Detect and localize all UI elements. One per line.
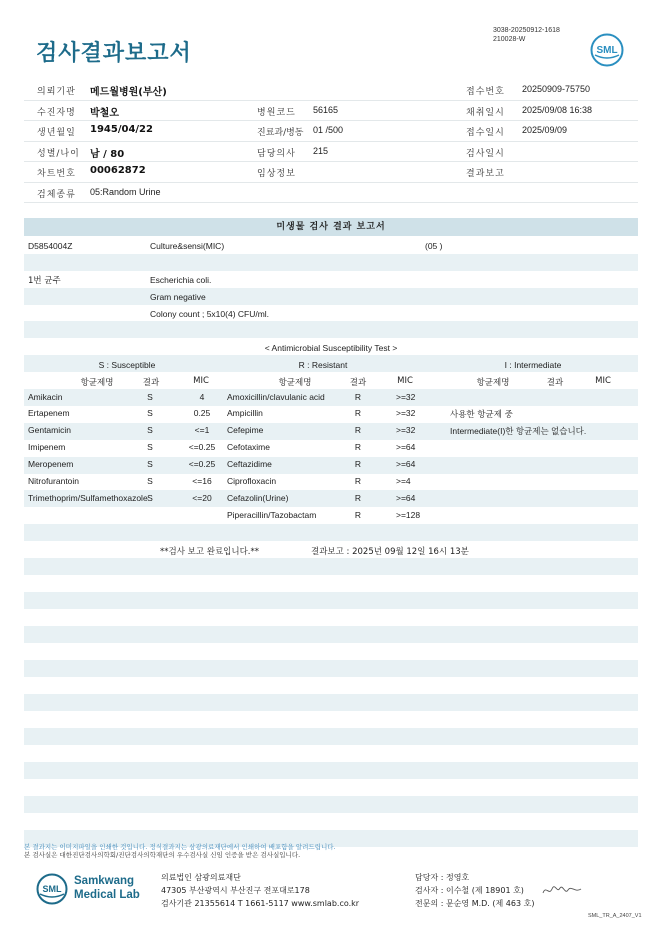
ast-mic: >=4 bbox=[396, 476, 411, 486]
staff-line: 전문의 : 문순영 M.D. (제 463 호) bbox=[415, 899, 535, 908]
col-result-header: 결과 bbox=[546, 378, 564, 388]
test-code: D5854004Z bbox=[28, 241, 73, 251]
dob-value: 1945/04/22 bbox=[90, 124, 153, 135]
col-result-header: 결과 bbox=[142, 378, 160, 388]
ast-drug: Amikacin bbox=[28, 392, 63, 402]
chart-label: 차트번호 bbox=[37, 169, 76, 179]
collect-label: 채취일시 bbox=[466, 107, 505, 118]
document-id-line: 3038-20250912-1618 bbox=[493, 27, 560, 34]
ast-drug: Ertapenem bbox=[28, 408, 70, 418]
org-address: 47305 부산광역시 부산진구 전포대로178 bbox=[161, 886, 310, 895]
ast-result: R bbox=[354, 476, 362, 486]
stripe-row bbox=[24, 288, 638, 305]
ast-result: R bbox=[354, 392, 362, 402]
ast-mic: >=32 bbox=[396, 425, 416, 435]
image-print-notice: 본 결과지는 이미지파일을 인쇄한 것입니다. 정식결과지는 삼광의료재단에서 인쇄하여 배포함을 알려드립니다. bbox=[24, 843, 336, 851]
ast-result: S bbox=[147, 425, 153, 435]
info-row bbox=[24, 101, 638, 122]
ast-drug: Ciprofloxacin bbox=[227, 476, 277, 486]
ast-drug: Gentamicin bbox=[28, 425, 71, 435]
ast-result: S bbox=[147, 408, 153, 418]
test-date-label: 검사일시 bbox=[466, 148, 505, 159]
patient-info bbox=[24, 80, 638, 203]
ast-group-susceptible: S : Susceptible bbox=[98, 360, 156, 370]
info-row bbox=[24, 80, 638, 101]
sml-footer-logo-text: SML bbox=[42, 884, 62, 894]
document-id bbox=[493, 26, 560, 44]
ast-mic: >=32 bbox=[396, 408, 416, 418]
stripe-row bbox=[24, 796, 638, 813]
stripe-row bbox=[24, 592, 638, 609]
sex-age-value: 남 / 80 bbox=[90, 148, 125, 160]
stripe-row bbox=[24, 762, 638, 779]
specimen-value: 05:Random Urine bbox=[90, 186, 161, 197]
specimen-label: 검체종류 bbox=[37, 189, 76, 200]
ast-result: S bbox=[147, 476, 153, 486]
ast-result: S bbox=[147, 442, 153, 452]
dept-value: 01 /500 bbox=[313, 125, 344, 135]
ast-drug: Nitrofurantoin bbox=[28, 476, 80, 486]
receipt-no-label: 접수번호 bbox=[466, 87, 505, 97]
completion-message: **검사 보고 완료입니다.** bbox=[160, 547, 260, 557]
ast-drug: Cefotaxime bbox=[227, 442, 270, 452]
receipt-date-value: 2025/09/09 bbox=[522, 125, 568, 135]
ast-drug: Cefazolin(Urine) bbox=[227, 493, 289, 503]
hospital-value: 메드월병원(부산) bbox=[90, 87, 167, 98]
receipt-date-label: 접수일시 bbox=[466, 128, 505, 138]
report-label: 결과보고 bbox=[466, 169, 505, 179]
ast-group-intermediate: I : Intermediate bbox=[504, 360, 562, 370]
ast-mic: >=64 bbox=[396, 493, 416, 503]
col-drug-header: 항균제명 bbox=[80, 378, 114, 388]
hospital-label: 의뢰기관 bbox=[37, 87, 76, 97]
dob-label: 생년월일 bbox=[37, 128, 76, 138]
col-drug-header: 항균제명 bbox=[476, 378, 510, 388]
sex-age-label: 성별/나이 bbox=[37, 148, 80, 159]
org-contact: 검사기관 21355614 T 1661-5117 www.smlab.co.kr bbox=[161, 899, 360, 908]
col-drug-header: 항균제명 bbox=[278, 378, 312, 388]
col-mic-header: MIC bbox=[397, 376, 413, 386]
ast-drug: Cefepime bbox=[227, 425, 264, 435]
footer-brand bbox=[74, 874, 140, 902]
org-name: 의료법인 삼광의료재단 bbox=[161, 873, 241, 882]
ast-result: R bbox=[354, 459, 362, 469]
stripe-row bbox=[24, 558, 638, 575]
stripe-row bbox=[24, 389, 638, 406]
stripe-row bbox=[24, 694, 638, 711]
col-result-header: 결과 bbox=[349, 378, 367, 388]
accreditation-notice: 본 검사실은 대한진단검사의학회/진단검사의학재단의 우수검사실 신임 인증을 받은 검사실입니다. bbox=[24, 851, 301, 859]
ast-result: R bbox=[354, 493, 362, 503]
ast-drug: Meropenem bbox=[28, 459, 74, 469]
footer-staff bbox=[415, 871, 534, 910]
ast-drug: Ceftazidime bbox=[227, 459, 272, 469]
footer-org-info bbox=[161, 871, 359, 910]
ast-drug: Piperacillin/Tazobactam bbox=[227, 510, 317, 520]
ast-mic: 4 bbox=[199, 392, 205, 402]
info-row bbox=[24, 162, 638, 183]
report-time: 결과보고 : 2025년 09월 12일 16시 13분 bbox=[311, 547, 469, 557]
doctor-label: 담당의사 bbox=[257, 148, 296, 159]
ast-drug: Imipenem bbox=[28, 442, 66, 452]
collect-value: 2025/09/08 16:38 bbox=[522, 104, 593, 115]
stripe-row bbox=[24, 660, 638, 677]
ast-group-resistant: R : Resistant bbox=[298, 360, 348, 370]
organism-line: Colony count ; 5x10(4) CFU/ml. bbox=[150, 309, 270, 319]
intermediate-note: 사용한 항균제 중 bbox=[450, 410, 513, 420]
doctor-value: 215 bbox=[313, 145, 329, 156]
organism-line: Gram negative bbox=[150, 292, 206, 302]
test-name: Culture&sensi(MIC) bbox=[150, 241, 225, 251]
ast-mic: >=64 bbox=[396, 442, 416, 452]
ast-mic: <=20 bbox=[192, 493, 212, 503]
ast-result: S bbox=[147, 459, 153, 469]
document-id-line: 210028-W bbox=[493, 36, 526, 43]
ast-mic: <=16 bbox=[192, 476, 212, 486]
ast-mic: <=1 bbox=[194, 425, 210, 435]
col-mic-header: MIC bbox=[595, 376, 611, 386]
ast-mic: >=32 bbox=[396, 392, 416, 402]
signature-image bbox=[540, 882, 584, 898]
hosp-code-label: 병원코드 bbox=[257, 107, 296, 118]
col-mic-header: MIC bbox=[193, 376, 209, 386]
sml-footer-logo bbox=[36, 873, 68, 905]
ast-result: R bbox=[354, 510, 362, 520]
stripe-row bbox=[24, 728, 638, 745]
staff-line: 검사자 : 이수철 (제 18901 호) bbox=[415, 886, 524, 895]
info-row bbox=[24, 183, 638, 204]
clinical-label: 임상정보 bbox=[257, 169, 296, 179]
stripe-row bbox=[24, 626, 638, 643]
patient-value: 박철오 bbox=[90, 107, 119, 119]
ast-result: R bbox=[354, 408, 362, 418]
stripe-row bbox=[24, 524, 638, 541]
hosp-code-value: 56165 bbox=[313, 104, 339, 115]
ast-result: R bbox=[354, 442, 362, 452]
ast-title: < Antimicrobial Susceptibility Test > bbox=[264, 343, 398, 353]
staff-line: 담당자 : 정영호 bbox=[415, 873, 470, 882]
ast-result: S bbox=[147, 493, 153, 503]
ast-result: R bbox=[354, 425, 362, 435]
patient-label: 수진자명 bbox=[37, 107, 76, 118]
form-code: SML_TR_A_2407_V1 bbox=[588, 913, 642, 919]
ast-drug: Ampicillin bbox=[227, 408, 263, 418]
report-title: 검사결과보고서 bbox=[36, 41, 192, 66]
sml-logo bbox=[590, 33, 624, 67]
info-row bbox=[24, 121, 638, 142]
stripe-row bbox=[24, 321, 638, 338]
stripe-row bbox=[24, 457, 638, 474]
receipt-no-value: 20250909-75750 bbox=[522, 84, 591, 94]
ast-drug: Trimethoprim/Sulfamethoxazole bbox=[28, 493, 148, 503]
intermediate-note: Intermediate(I)한 항균제는 없습니다. bbox=[450, 426, 587, 436]
organism-label: 1번 균주 bbox=[28, 276, 61, 286]
ast-drug: Amoxicillin/clavulanic acid bbox=[227, 392, 325, 402]
micro-report-header: 미생물 검사 결과 보고서 bbox=[24, 218, 638, 236]
sml-logo-text: SML bbox=[596, 45, 618, 56]
ast-result: S bbox=[147, 392, 153, 402]
ast-mic: 0.25 bbox=[193, 408, 211, 418]
stripe-row bbox=[24, 254, 638, 271]
test-quantity: (05 ) bbox=[425, 241, 443, 251]
ast-mic: <=0.25 bbox=[188, 442, 216, 452]
ast-mic: >=64 bbox=[396, 459, 416, 469]
ast-mic: >=128 bbox=[396, 510, 421, 520]
dept-label: 진료과/병동 bbox=[257, 128, 304, 138]
brand-line: Samkwang bbox=[74, 875, 135, 887]
info-row bbox=[24, 142, 638, 163]
chart-value: 00062872 bbox=[90, 165, 146, 176]
organism-line: Escherichia coli. bbox=[150, 275, 212, 285]
brand-line: Medical Lab bbox=[74, 889, 140, 901]
ast-mic: <=0.25 bbox=[188, 459, 216, 469]
